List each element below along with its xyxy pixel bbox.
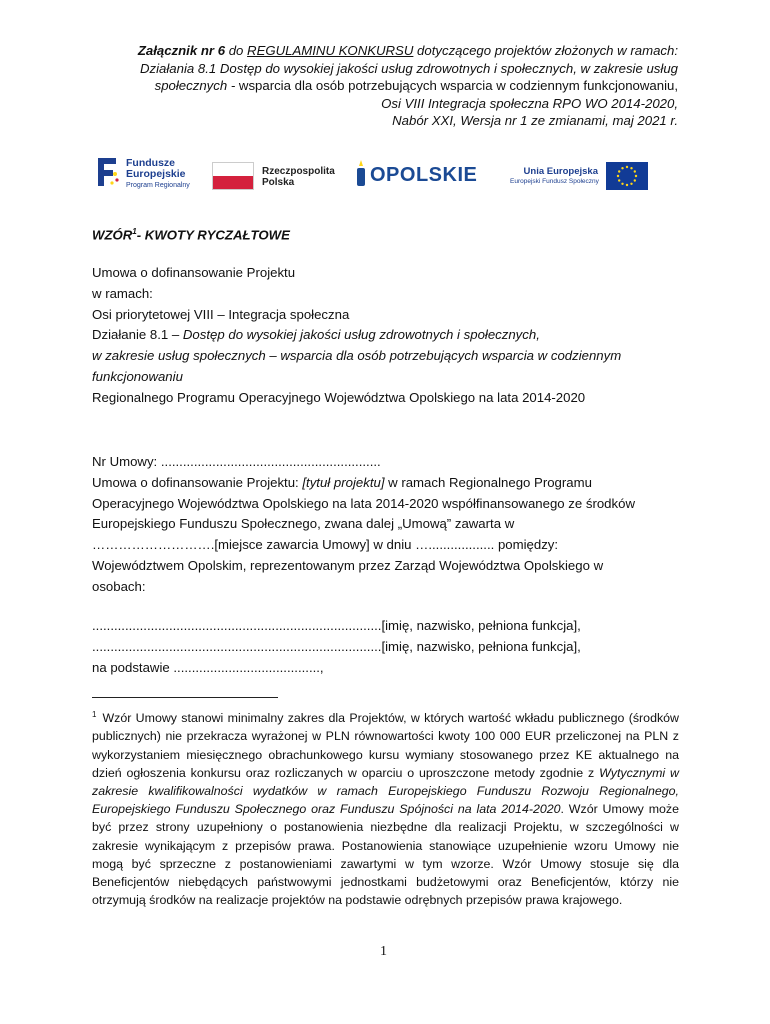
contract-line: Województwem Opolskim, reprezentowanym przez Zarząd Województwa Opolskiego w [92,557,604,573]
contract-number: Nr Umowy: ............................................................ [92,454,381,469]
fe-text [126,158,190,191]
contract-line: Europejskiego Funduszu Społecznego, zwana dalej „Umową” zawarta w [92,516,515,532]
header-line-5: Nabór XXI, Wersja nr 1 ze zmianami, maj 2021 r. [392,113,678,129]
header-text: dotyczącego projektów złożonych w ramach: [413,43,678,58]
footnote-number: 1 [92,710,97,719]
fe-star-icon [98,156,120,188]
contract-line: osobach: [92,578,146,594]
fundusze-europejskie-logo [98,152,198,198]
polish-flag-icon [212,162,254,190]
header-text: wsparcia dla osób potrzebujących wsparcia w codziennym funkcjonowaniu, [235,78,678,94]
header-line-2: Działania 8.1 Dostęp do wysokiej jakości usług zdrowotnych i społecznych, w zakresie usług [139,60,678,76]
intro-line: Umowa o dofinansowanie Projektu [92,265,296,280]
intro-line: funkcjonowaniu [92,368,183,384]
eu-flag-icon [606,162,648,190]
signatories [92,616,680,678]
logo-bar [98,152,650,198]
contract-text: Umowa o dofinansowanie Projektu: [92,474,303,490]
footnote-text: . Wzór Umowy może być przez strony uzupełniony o postanowienia niezbędne dla realizacji Projektu, w szczególności w zakresie wynikającym z przepisów prawa. Postanowienia stanowiące uzupełnienie wzoru Umowy nie mogą być sprzeczne z postanowieniami zawartymi w tym wzorze. Wzór Umowy stosuje się dla Beneficjentów niebędących państwowymi jednostkami budżetowymi oraz Beneficjentów, którzy nie otrzymują środków na realizacje projektów na podstawie odrębnych przepisów prawa krajowego. [92,802,679,908]
ue-line: Europejski Fundusz Społeczny [510,178,599,185]
fe-line: Program Regionalny [126,182,190,189]
opolskie-text: OPOLSKIE [370,164,478,186]
rp-line: Rzeczpospolita [262,166,335,177]
footnote-text: Wzór Umowy stanowi minimalny zakres dla Projektów, w których wartość wkładu publicznego (środków publicznych) nie przekracza wyrażonej w PLN równowartości kwoty 100 000 EUR przeliczonej na PLN z wykorzystaniem miesięcznego obrachunkowego kursu wymiany stosowanego przez KE aktualnego na dzień ogłoszenia konkursu oraz rozliczanych w oparciu o uproszczone metody zgodnie z [92,711,679,780]
footnote-guidelines-title: Wytycznymi w zakresie kwalifikowalności wydatków w ramach Europejskiego Funduszu Rozwoju Regionalnego, Europejskiego Funduszu Społecznego oraz Funduszu Spójności na lata 2014-2020 [92,765,679,817]
intro-text: Dostęp do wysokiej jakości usług zdrowotnych i społecznych, [182,327,540,343]
unia-europejska-logo [510,152,650,198]
agreement-intro [92,263,680,409]
ue-text [510,167,598,187]
rp-text [262,166,335,188]
intro-line: Regionalnego Programu Operacyjnego Województwa Opolskiego na lata 2014-2020 [92,389,586,405]
signatory-line: ...............................................................................[imię, nazwisko, pełniona funkcja], [92,638,581,654]
opolskie-eagle-icon [356,160,366,186]
title-text: WZÓR [92,227,133,243]
title-text: - KWOTY RYCZAŁTOWE [136,227,290,243]
fe-line: Fundusze [126,157,175,169]
attachment-header [58,42,678,130]
header-text: społecznych - [154,78,236,94]
legal-basis-line: na podstawie ........................................, [92,659,324,675]
contract-text: w ramach Regionalnego Programu [384,474,592,490]
signatory-line: ...............................................................................[imię, nazwisko, pełniona funkcja], [92,618,581,633]
intro-line: Osi priorytetowej VIII – Integracja społeczna [92,306,350,322]
fe-line: Europejskie [126,168,186,180]
project-title-placeholder: [tytuł projektu] [302,474,385,490]
opolskie-logo [356,152,496,198]
page-number: 1 [380,944,387,959]
regulation-link[interactable]: REGULAMINU KONKURSU [247,43,414,58]
intro-line: w zakresie usług społecznych – wsparcia dla osób potrzebujących wsparcia w codziennym [92,348,622,364]
header-text: do [225,43,248,58]
contract-line: Operacyjnego Województwa Opolskiego na lata 2014-2020 współfinansowanego ze środków [92,495,635,511]
contract-details [92,452,680,598]
footnote-ref[interactable]: 1 [132,227,137,236]
footnote-separator [92,697,278,698]
template-title [92,222,680,246]
header-line-4: Osi VIII Integracja społeczna RPO WO 2014-2020, [381,95,678,111]
intro-text: Działanie 8.1 – [92,327,183,343]
rzeczpospolita-polska-logo [212,152,342,198]
rp-line: Polska [262,177,295,188]
contract-place-date: ……………………….[miejsce zawarcia Umowy] w dniu ….................. pomiędzy: [92,537,559,553]
footnote [92,706,679,909]
ue-line: Unia Europejska [523,166,598,177]
attachment-number: Załącznik nr 6 [137,43,226,58]
intro-line: w ramach: [92,285,153,301]
